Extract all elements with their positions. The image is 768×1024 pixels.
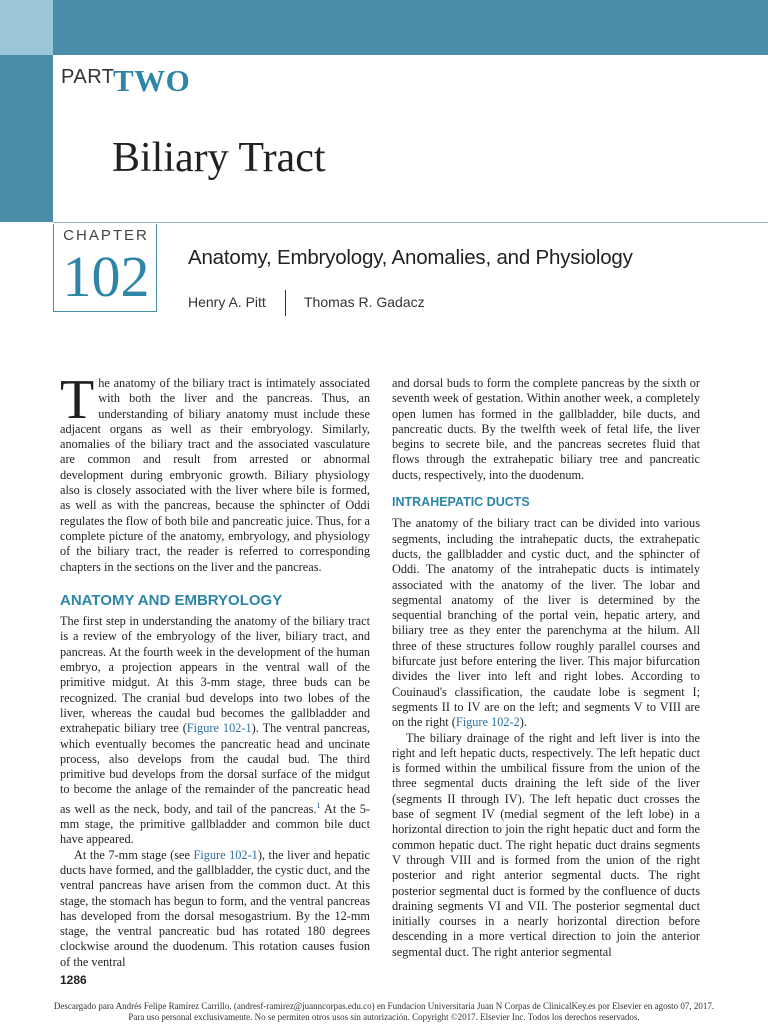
- body-paragraph: The anatomy of the biliary tract can be divided into various segments, including the intrahepatic ducts, the extrahepatic ducts, the gallbladder and cystic duct, and the sphincter of Oddi. The anatomy of the intrahepatic ducts is intimately associated with the anatomy of the liver. The lobar and segmental anatomy of the liver is determined by the sequential branching of the portal vein, hepatic artery, and biliary tree as they enter the parenchyma at the hilum. All three of these structures follow roughly parallel courses and bifurcate just before entering the liver. This major bifurcation divides the liver into left and right lobes. According to Couinaud's classification, the caudate lobe is segment I; segments II to IV are on the left; and segments V to VIII are on the right (Figure 102-2).: [392, 516, 700, 730]
- download-footer: [40, 1001, 728, 1023]
- reference-link[interactable]: 1: [316, 800, 321, 810]
- footer-line: Descargado para Andrés Felipe Ramírez Carrillo. (andresf-ramirez@juanncorpas.edu.co) en Fundacion Universitaria Juan N Corpas de ClinicalKey.es por Elsevier en agosto 07, 2017.: [53, 1001, 715, 1011]
- chapter-title: Anatomy, Embryology, Anomalies, and Physiology: [188, 246, 633, 269]
- figure-link[interactable]: Figure 102-1: [193, 847, 258, 862]
- part-number: TWO: [113, 63, 191, 98]
- body-paragraph: At the 7-mm stage (see Figure 102-1), the liver and hepatic ducts have formed, and the gallbladder, the cystic duct, and the ventral pancreas have arisen from the common duct. At this stage, the stomach has begun to form, and the ventral pancreas has developed from the dorsal mesogastrium. By the 12-mm stage, the ventral pancreatic bud has rotated 180 degrees clockwise around the duodenum. This rotation causes fusion of the ventral: [60, 847, 370, 969]
- chapter-number: 102: [62, 244, 150, 309]
- author-name: Thomas R. Gadacz: [304, 294, 425, 310]
- footer-line: Para uso personal exclusivamente. No se permiten otros usos sin autorización. Copyright ©2017. Elsevier Inc. Todos los derechos reservados.: [128, 1012, 640, 1022]
- top-corner-block: [0, 0, 53, 55]
- section-heading-anatomy: ANATOMY AND EMBRYOLOGY: [60, 591, 283, 609]
- text-column-right: [392, 376, 700, 960]
- text-column-left: [60, 369, 370, 970]
- body-paragraph: and dorsal buds to form the complete pancreas by the sixth or seventh week of gestation. Within another week, a completely open lumen has formed in the gallbladder, bile ducts, and pancreatic ducts. By the twelfth week of fetal life, the liver begins to secrete bile, and the pancreas secretes fluid that flows through the extrahepatic biliary tree and pancreatic ducts, respectively, into the duodenum.: [392, 376, 700, 482]
- chapter-label: CHAPTER: [63, 227, 149, 244]
- chapter-box: [53, 224, 157, 312]
- page-number: 1286: [60, 973, 87, 987]
- figure-link[interactable]: Figure 102-2: [455, 715, 520, 730]
- left-color-bar: [0, 55, 53, 222]
- part-title: Biliary Tract: [112, 135, 326, 181]
- section-heading-intrahepatic: INTRAHEPATIC DUCTS: [392, 495, 530, 510]
- intro-paragraph: The anatomy of the biliary tract is intimately associated with both the liver and the pancreas. Thus, an understanding of biliary anatomy must include these adjacent organs as well as their embryology. Similarly, anomalies of the biliary tract and the associated vasculature are common and result from arrested or abnormal development during embryonic growth. Biliary physiology also is closely associated with the liver where bile is formed, as well as with the pancreas, because the sphincter of Oddi regulates the flow of both bile and pancreatic juice. Thus, for a complete picture of the anatomy, embryology, and physiology of the biliary tract, the reader is referred to corresponding chapters in the sections on the liver and the pancreas.: [60, 369, 370, 574]
- author-separator: [285, 290, 286, 316]
- drop-cap: T: [60, 369, 95, 431]
- header-divider: [53, 222, 768, 223]
- figure-link[interactable]: Figure 102-1: [186, 721, 252, 736]
- body-paragraph: The first step in understanding the anatomy of the biliary tract is a review of the embryology of the liver, biliary tract, and pancreas. At the fourth week in the development of the human embryo, a projection appears in the ventral wall of the primitive midgut. At this 3-mm stage, three buds can be recognized. The cranial bud develops into two lobes of the liver, whereas the caudal bud becomes the gallbladder and extrahepatic biliary tree (Figure 102-1). The ventral pancreas, which eventually becomes the pancreatic head and uncinate process, also develops from the caudal bud. The third primitive bud develops from the dorsal surface of the midgut to become the anlage of the remainder of the pancreatic head as well as the neck, body, and tail of the pancreas.$^1$ At the 5-mm stage, the primitive gallbladder and common bile duct have appeared.: [60, 614, 370, 847]
- body-paragraph: The biliary drainage of the right and left liver is into the right and left hepatic ducts, respectively. The left hepatic duct is formed within the umbilical fissure from the union of the three segmental ducts draining the left side of the liver (segments II through IV). The left hepatic duct crosses the base of segment IV (medial segment of the left lobe) in a horizontal direction to join the right hepatic duct and form the common hepatic duct. The right hepatic duct drains segments V through VIII and is formed from the union of the right posterior and right anterior segmental ducts. The right posterior segmental duct is formed by the confluence of ducts draining segments VI and VII. The posterior segmental duct initially courses in a nearly horizontal direction before descending in a more vertical direction to join the anterior segmental duct. The right anterior segmental: [392, 730, 700, 959]
- part-label: PART: [61, 66, 115, 88]
- author-name: Henry A. Pitt: [188, 294, 266, 310]
- top-color-band: [0, 0, 768, 55]
